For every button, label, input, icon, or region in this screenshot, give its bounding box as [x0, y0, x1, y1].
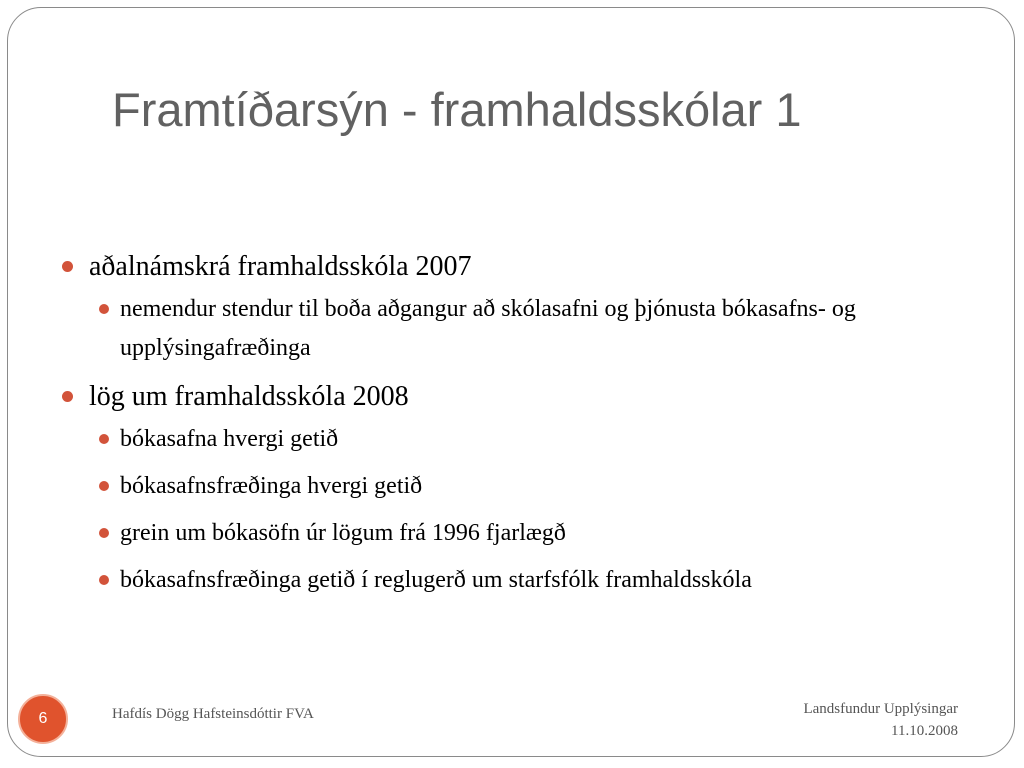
footer-date: 11.10.2008: [891, 723, 958, 739]
bullet-dot-icon: [99, 481, 109, 491]
bullet-dot-icon: [62, 391, 73, 402]
sub-bullet-item: [60, 420, 960, 459]
slide-title: Framtíðarsýn - framhaldsskólar 1: [112, 83, 802, 136]
bullet-dot-icon: [99, 304, 109, 314]
slide-body: [60, 246, 960, 608]
bullet-text: aðalnámskrá framhaldsskóla 2007: [89, 251, 472, 282]
sub-bullet-text: bókasafna hvergi getið: [120, 426, 339, 452]
bullet-dot-icon: [99, 528, 109, 538]
sub-bullet-item: [60, 561, 960, 600]
sub-bullet-text: bókasafnsfræðinga hvergi getið: [120, 473, 423, 499]
bullet-item: [60, 246, 960, 288]
sub-bullet-text: nemendur stendur til boða aðgangur að skólasafni og þjónusta bókasafns- og upplýsingafræðinga: [120, 296, 856, 361]
page-number-badge: 6: [18, 694, 68, 744]
bullet-dot-icon: [62, 261, 73, 272]
bullet-text: lög um framhaldsskóla 2008: [89, 381, 409, 412]
bullet-dot-icon: [99, 434, 109, 444]
sub-bullet-item: [60, 290, 960, 368]
bullet-item: [60, 376, 960, 418]
sub-bullet-item: [60, 514, 960, 553]
sub-bullet-item: [60, 467, 960, 506]
footer-event: Landsfundur Upplýsingar: [803, 701, 958, 717]
footer-event-block: [803, 698, 958, 742]
sub-bullet-text: grein um bókasöfn úr lögum frá 1996 fjarlægð: [120, 520, 566, 546]
bullet-dot-icon: [99, 575, 109, 585]
sub-bullet-text: bókasafnsfræðinga getið í reglugerð um starfsfólk framhaldsskóla: [120, 567, 752, 593]
footer-author: Hafdís Dögg Hafsteinsdóttir FVA: [112, 706, 314, 722]
